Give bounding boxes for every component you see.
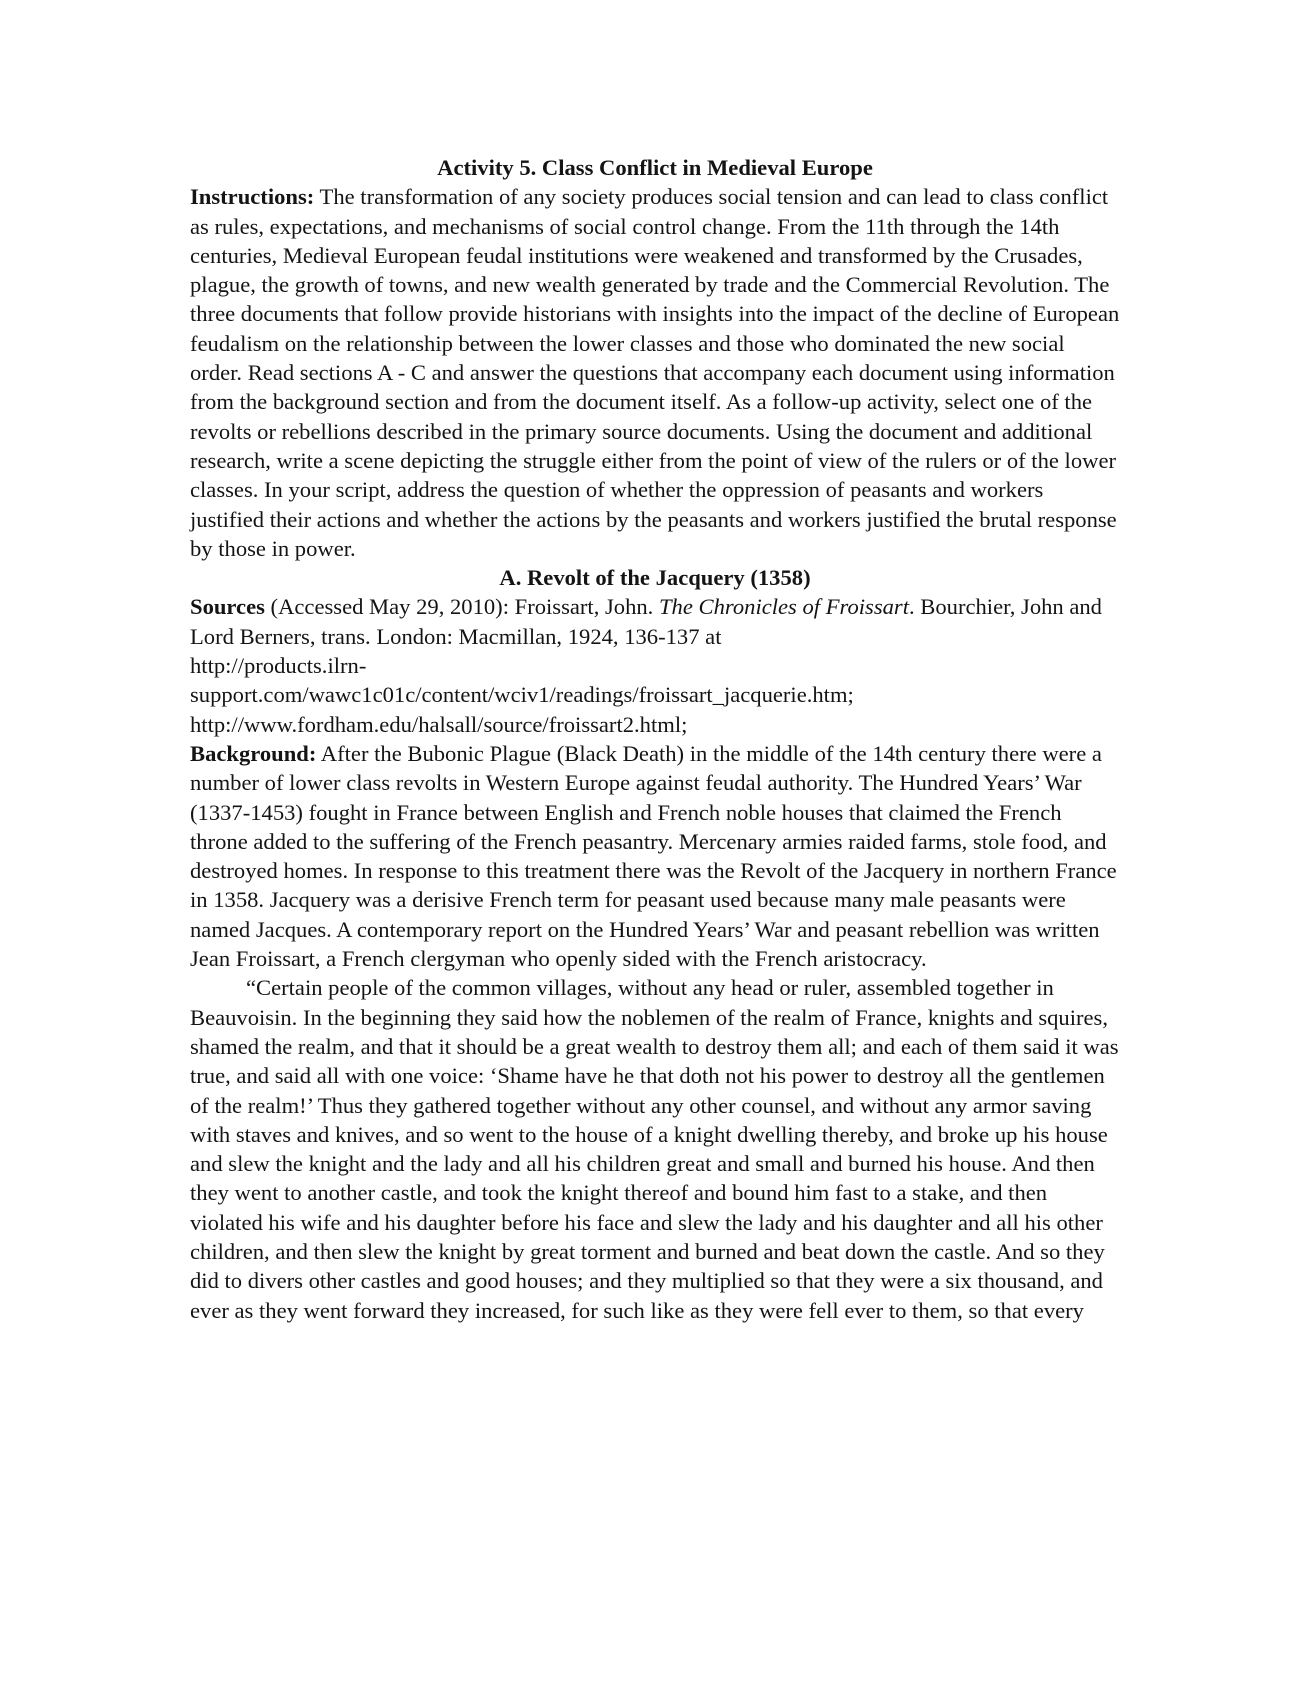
instructions-text: The transformation of any society produces social tension and can lead to class conflict as rules, expectations, and mechanisms of social control change. From the 11th through the 14th centuries, Medieval European feudal institutions were weakened and transformed by the Crusades, plague, the growth of towns, and new wealth generated by trade and the Commercial Revolution. The three documents that follow provide historians with insights into the impact of the decline of European feudalism on the relationship between the lower classes and those who dominated the new social order. Read sections A - C and answer the questions that accompany each document using information from the background section and from the document itself. As a follow-up activity, select one of the revolts or rebellions described in the primary source documents. Using the document and additional research, write a scene depicting the struggle either from the point of view of the rulers or of the lower classes. In your script, address the question of whether the oppression of peasants and workers justified their actions and whether the actions by the peasants and workers justified the brutal response by those in power. [190,184,1120,561]
page-title: Activity 5. Class Conflict in Medieval Europe [437,155,873,180]
background-paragraph [190,739,1120,973]
source-url-line-1: http://products.ilrn- [190,653,367,679]
sources-text: (Accessed May 29, 2010): Froissart, John. [264,594,659,620]
sources-book-title: The Chronicles of Froissart [658,594,909,620]
background-label: Background: [190,740,317,766]
document-body [190,153,1120,1325]
background-text: After the Bubonic Plague (Black Death) in the middle of the 14th century there were a number of lower class revolts in Western Europe against feudal authority. The Hundred Years’ War (1337-1453) fought in France between English and French noble houses that claimed the French throne added to the suffering of the French peasantry. Mercenary armies raided farms, stole food, and destroyed homes. In response to this treatment there was the Revolt of the Jacquery in northern France in 1358. Jacquery was a derisive French term for peasant used because many male peasants were named Jacques. A contemporary report on the Hundred Years’ War and peasant rebellion was written Jean Froissart, a French clergyman who openly sided with the French aristocracy. [190,740,1117,972]
source-url-line-2: support.com/wawc1c01c/content/wciv1/readings/froissart_jacquerie.htm; [190,682,854,708]
sources-label: Sources [190,594,265,620]
source-url-line-3: http://www.fordham.edu/halsall/source/froissart2.html; [190,711,688,737]
section-a-heading: A. Revolt of the Jacquery (1358) [499,565,811,591]
sources-paragraph [190,592,1120,738]
instructions-label: Instructions: [190,184,315,210]
froissart-quote: “Certain people of the common villages, without any head or ruler, assembled together in Beauvoisin. In the beginning they said how the noblemen of the realm of France, knights and squires, shamed the realm, and that it should be a great wealth to destroy them all; and each of them said it was true, and said all with one voice: ‘Shame have he that doth not his power to destroy all the gentlemen of the realm!’ Thus they gathered together without any other counsel, and without any armor saving with staves and knives, and so went to the house of a knight dwelling thereby, and broke up his house and slew the knight and the lady and all his children great and small and burned his house. And then they went to another castle, and took the knight thereof and bound him fast to a stake, and then violated his wife and his daughter before his face and slew the lady and his daughter and all his other children, and then slew the knight by great torment and burned and beat down the castle. And so they did to divers other castles and good houses; and they multiplied so that they were a six thousand, and ever as they went forward they increased, for such like as they were fell ever to them, so that every [190,975,1119,1323]
sources-text-continued: . Bourchier, John and Lord Berners, trans. London: Macmillan, 1924, 136-137 at [190,594,1102,649]
instructions-paragraph [190,182,1120,563]
